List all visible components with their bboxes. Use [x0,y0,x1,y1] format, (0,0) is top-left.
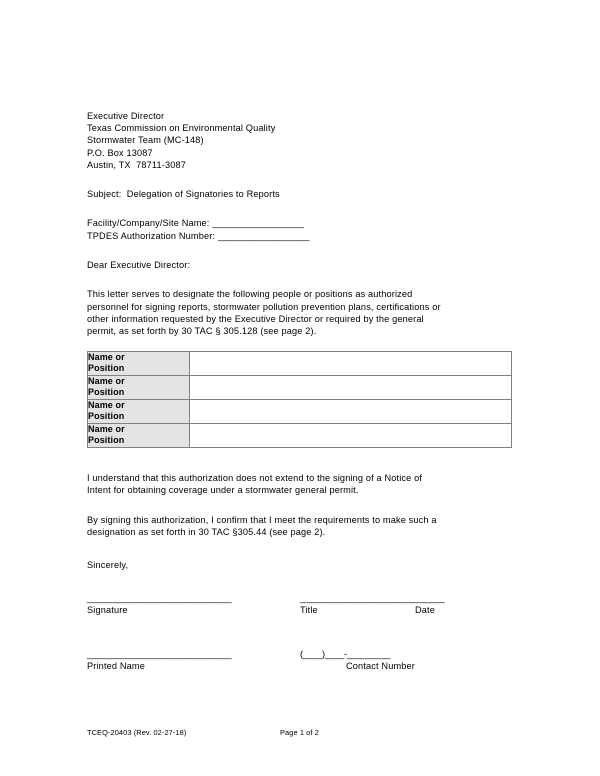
row-4-label-line-1: Name or [88,423,125,434]
contact-number-label: Contact Number [346,660,415,671]
row-2-label-line-1: Name or [88,375,125,386]
spacer [87,271,517,288]
spacer [87,572,517,593]
table-row [88,399,512,423]
addressee-block [87,110,517,171]
row-2-label-line-2: Position [88,387,125,398]
paragraph-1-line-3: other information requested by the Executive Director or required by the general [87,314,424,325]
spacer [87,338,517,351]
title-date-labels [300,604,515,616]
row-1-label-line-1: Name or [88,351,125,362]
row-4-value-cell[interactable] [190,423,512,447]
facility-name-input[interactable]: ___________________ [212,218,304,229]
page-number: Page 1 of 2 [280,728,319,737]
letter-body [87,110,517,679]
closing-salutation: Sincerely, [87,560,129,571]
paragraph-2-line-2: Intent for obtaining coverage under a stormwater general permit. [87,485,359,496]
contact-dash: - [344,648,347,659]
paragraph-1-line-2: personnel for signing reports, stormwater pollution prevention plans, certifications or [87,301,441,312]
addressee-line-4: P.O. Box 13087 [87,147,153,158]
contact-paren-close: ) [322,648,325,659]
facility-name-field-row[interactable] [87,217,517,229]
contact-exchange-input[interactable]: ____ [324,648,345,659]
contact-area-code-input[interactable]: ____ [302,648,323,659]
salutation: Dear Executive Director: [87,260,191,271]
title-date-line[interactable]: ______________________________ [300,592,445,603]
row-3-label-line-2: Position [88,411,125,422]
spacer [87,538,517,559]
spacer [87,633,517,649]
body-paragraph-1 [87,288,511,338]
signature-row-1 [87,593,515,633]
addressee-line-3: Stormwater Team (MC-148) [87,135,204,146]
spacer [87,200,517,217]
row-1-label-line-2: Position [88,363,125,374]
subject-line: Subject: Delegation of Signatories to Reports [87,189,280,200]
printed-name-line[interactable]: ______________________________ [87,648,232,659]
tpdes-number-label: TPDES Authorization Number: [87,230,216,241]
row-3-header-cell [88,399,190,423]
row-1-value-cell[interactable] [190,351,512,375]
row-4-label-line-2: Position [88,435,125,446]
tpdes-number-field-row[interactable] [87,230,517,242]
contact-number-column [300,649,515,672]
contact-paren-open: ( [300,648,303,659]
form-number: TCEQ-20403 (Rev. 02-27-18) [87,728,187,737]
paragraph-1-line-4: permit, as set forth by 30 TAC § 305.128 (see page 2). [87,326,317,337]
date-label: Date [415,604,436,615]
addressee-line-1: Executive Director [87,111,165,121]
fields-block [87,217,517,242]
table-row [88,423,512,447]
paragraph-2-line-1: I understand that this authorization does not extend to the signing of a Notice of [87,472,423,483]
printed-name-column [87,649,287,672]
paragraph-3-line-1: By signing this authorization, I confirm that I meet the requirements to make such a [87,514,437,525]
paragraph-1-line-1: This letter serves to designate the following people or positions as authorized [87,289,413,300]
row-3-value-cell[interactable] [190,399,512,423]
addressee-line-5: Austin, TX 78711-3087 [87,159,186,170]
row-3-label-line-1: Name or [88,399,125,410]
row-1-header-cell [88,351,190,375]
title-date-column [300,593,515,616]
printed-name-label: Printed Name [87,660,145,671]
paragraph-3-line-2: designation as set forth in 30 TAC §305.44 (see page 2). [87,527,326,538]
signature-row-2 [87,649,515,679]
body-paragraph-3 [87,514,511,539]
spacer [87,448,517,472]
signatories-table [87,351,512,448]
addressee-line-2: Texas Commission on Environmental Quality [87,123,276,134]
body-paragraph-2 [87,472,511,497]
table-row [88,351,512,375]
spacer [87,171,517,188]
row-2-header-cell [88,375,190,399]
signature-column [87,593,287,616]
spacer [87,242,517,259]
tpdes-number-input[interactable]: ___________________ [217,230,310,241]
row-4-header-cell [88,423,190,447]
page-footer [87,728,517,737]
spacer [87,497,517,514]
facility-name-label: Facility/Company/Site Name: [87,218,210,229]
signature-label: Signature [87,604,128,615]
contact-subscriber-input[interactable]: _________ [346,648,391,659]
contact-number-line[interactable] [300,649,515,660]
title-label: Title [300,604,318,615]
table-row [88,375,512,399]
row-2-value-cell[interactable] [190,375,512,399]
signature-line[interactable]: ______________________________ [87,592,232,603]
